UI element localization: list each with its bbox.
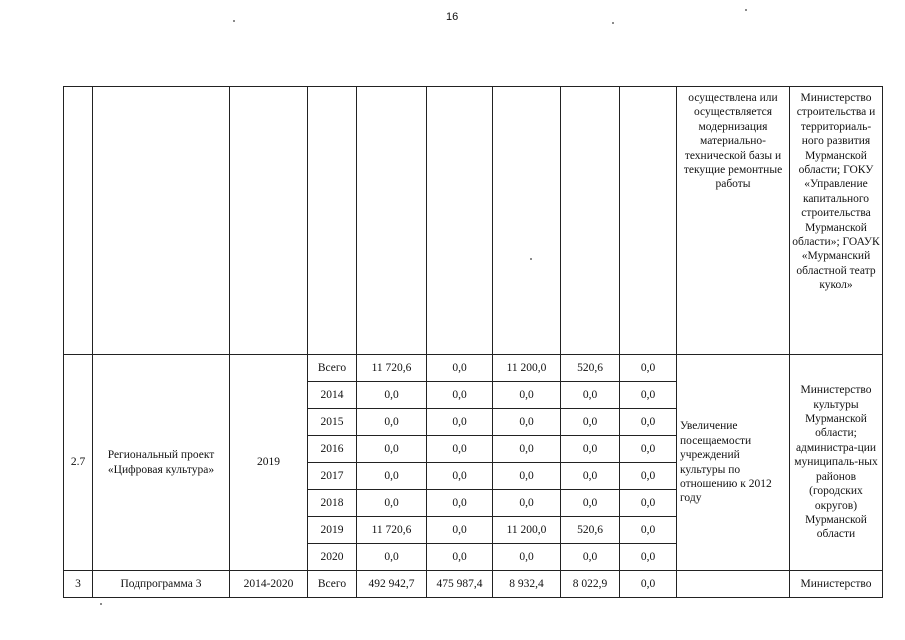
year-cell: 2018 — [308, 490, 357, 517]
value-cell: 520,6 — [561, 517, 620, 544]
cell-empty — [64, 87, 93, 355]
value-cell: 0,0 — [561, 544, 620, 571]
value-cell: 0,0 — [357, 436, 427, 463]
value-cell: 475 987,4 — [427, 571, 493, 598]
value-cell: 0,0 — [493, 382, 561, 409]
value-cell: 0,0 — [357, 544, 427, 571]
value-cell: 0,0 — [493, 490, 561, 517]
executor-cell: Министерство — [790, 571, 883, 598]
executor-cell: Министерство строительства и территориаль-ного развития Мурманской области; ГОКУ «Управление капитального строительства Мурманской области»; ГОАУК «Мурманский областной театр кукол» — [790, 87, 883, 355]
year-cell: 2019 — [308, 517, 357, 544]
measure-name: Подпрограмма 3 — [93, 571, 230, 598]
year-cell: 2014 — [308, 382, 357, 409]
value-cell: 0,0 — [357, 409, 427, 436]
value-cell: 0,0 — [493, 436, 561, 463]
value-cell: 11 200,0 — [493, 355, 561, 382]
table-row — [64, 355, 883, 382]
value-cell: 0,0 — [357, 382, 427, 409]
value-cell: 0,0 — [493, 463, 561, 490]
scan-speck — [745, 9, 747, 11]
cell-empty — [357, 87, 427, 355]
cell-empty — [230, 87, 308, 355]
value-cell: 0,0 — [427, 544, 493, 571]
year-cell: 2016 — [308, 436, 357, 463]
page-number: 16 — [446, 11, 459, 23]
value-cell: 520,6 — [561, 355, 620, 382]
cell-empty — [620, 87, 677, 355]
value-cell: 492 942,7 — [357, 571, 427, 598]
value-cell: 0,0 — [620, 463, 677, 490]
value-cell: 0,0 — [493, 409, 561, 436]
value-cell: 0,0 — [561, 436, 620, 463]
cell-empty — [427, 87, 493, 355]
value-cell: 0,0 — [357, 463, 427, 490]
program-table — [63, 86, 883, 598]
value-cell: 0,0 — [620, 517, 677, 544]
measure-period: 2019 — [230, 355, 308, 571]
value-cell: 0,0 — [620, 571, 677, 598]
row-number: 2.7 — [64, 355, 93, 571]
value-cell: 0,0 — [620, 355, 677, 382]
executor-cell: Министерство культуры Мурманской области; администра-ции муниципаль-ных районов (городских округов) Мурманской области — [790, 355, 883, 571]
value-cell: 0,0 — [427, 355, 493, 382]
cell-empty — [93, 87, 230, 355]
continued-row — [64, 87, 883, 355]
value-cell: 0,0 — [427, 436, 493, 463]
value-cell: 11 200,0 — [493, 517, 561, 544]
value-cell: 0,0 — [427, 490, 493, 517]
value-cell: 0,0 — [620, 409, 677, 436]
scan-speck — [530, 258, 532, 260]
value-cell: 0,0 — [427, 463, 493, 490]
value-cell: 0,0 — [427, 382, 493, 409]
cell-empty — [493, 87, 561, 355]
year-cell: 2015 — [308, 409, 357, 436]
value-cell: 0,0 — [561, 409, 620, 436]
measure-name: Региональный проект «Цифровая культура» — [93, 355, 230, 571]
cell-empty — [308, 87, 357, 355]
measure-period: 2014-2020 — [230, 571, 308, 598]
value-cell: 11 720,6 — [357, 355, 427, 382]
value-cell: 0,0 — [620, 544, 677, 571]
cell-empty — [561, 87, 620, 355]
year-cell: 2017 — [308, 463, 357, 490]
value-cell: 0,0 — [493, 544, 561, 571]
year-cell: Всего — [308, 571, 357, 598]
year-cell: 2020 — [308, 544, 357, 571]
value-cell: 8 932,4 — [493, 571, 561, 598]
scan-speck — [612, 22, 614, 24]
table-row — [64, 571, 883, 598]
result-cell — [677, 571, 790, 598]
value-cell: 0,0 — [620, 436, 677, 463]
value-cell: 8 022,9 — [561, 571, 620, 598]
value-cell: 0,0 — [357, 490, 427, 517]
value-cell: 0,0 — [427, 517, 493, 544]
result-cell: Увеличение посещаемости учреждений культуры по отношению к 2012 году — [677, 355, 790, 571]
result-cell: осуществлена или осуществляется модернизация материально-технической базы и текущие ремонтные работы — [677, 87, 790, 355]
value-cell: 11 720,6 — [357, 517, 427, 544]
value-cell: 0,0 — [561, 463, 620, 490]
value-cell: 0,0 — [427, 409, 493, 436]
year-cell: Всего — [308, 355, 357, 382]
scan-speck — [233, 20, 235, 22]
row-number: 3 — [64, 571, 93, 598]
value-cell: 0,0 — [561, 490, 620, 517]
value-cell: 0,0 — [561, 382, 620, 409]
value-cell: 0,0 — [620, 490, 677, 517]
value-cell: 0,0 — [620, 382, 677, 409]
scan-speck — [100, 603, 102, 605]
